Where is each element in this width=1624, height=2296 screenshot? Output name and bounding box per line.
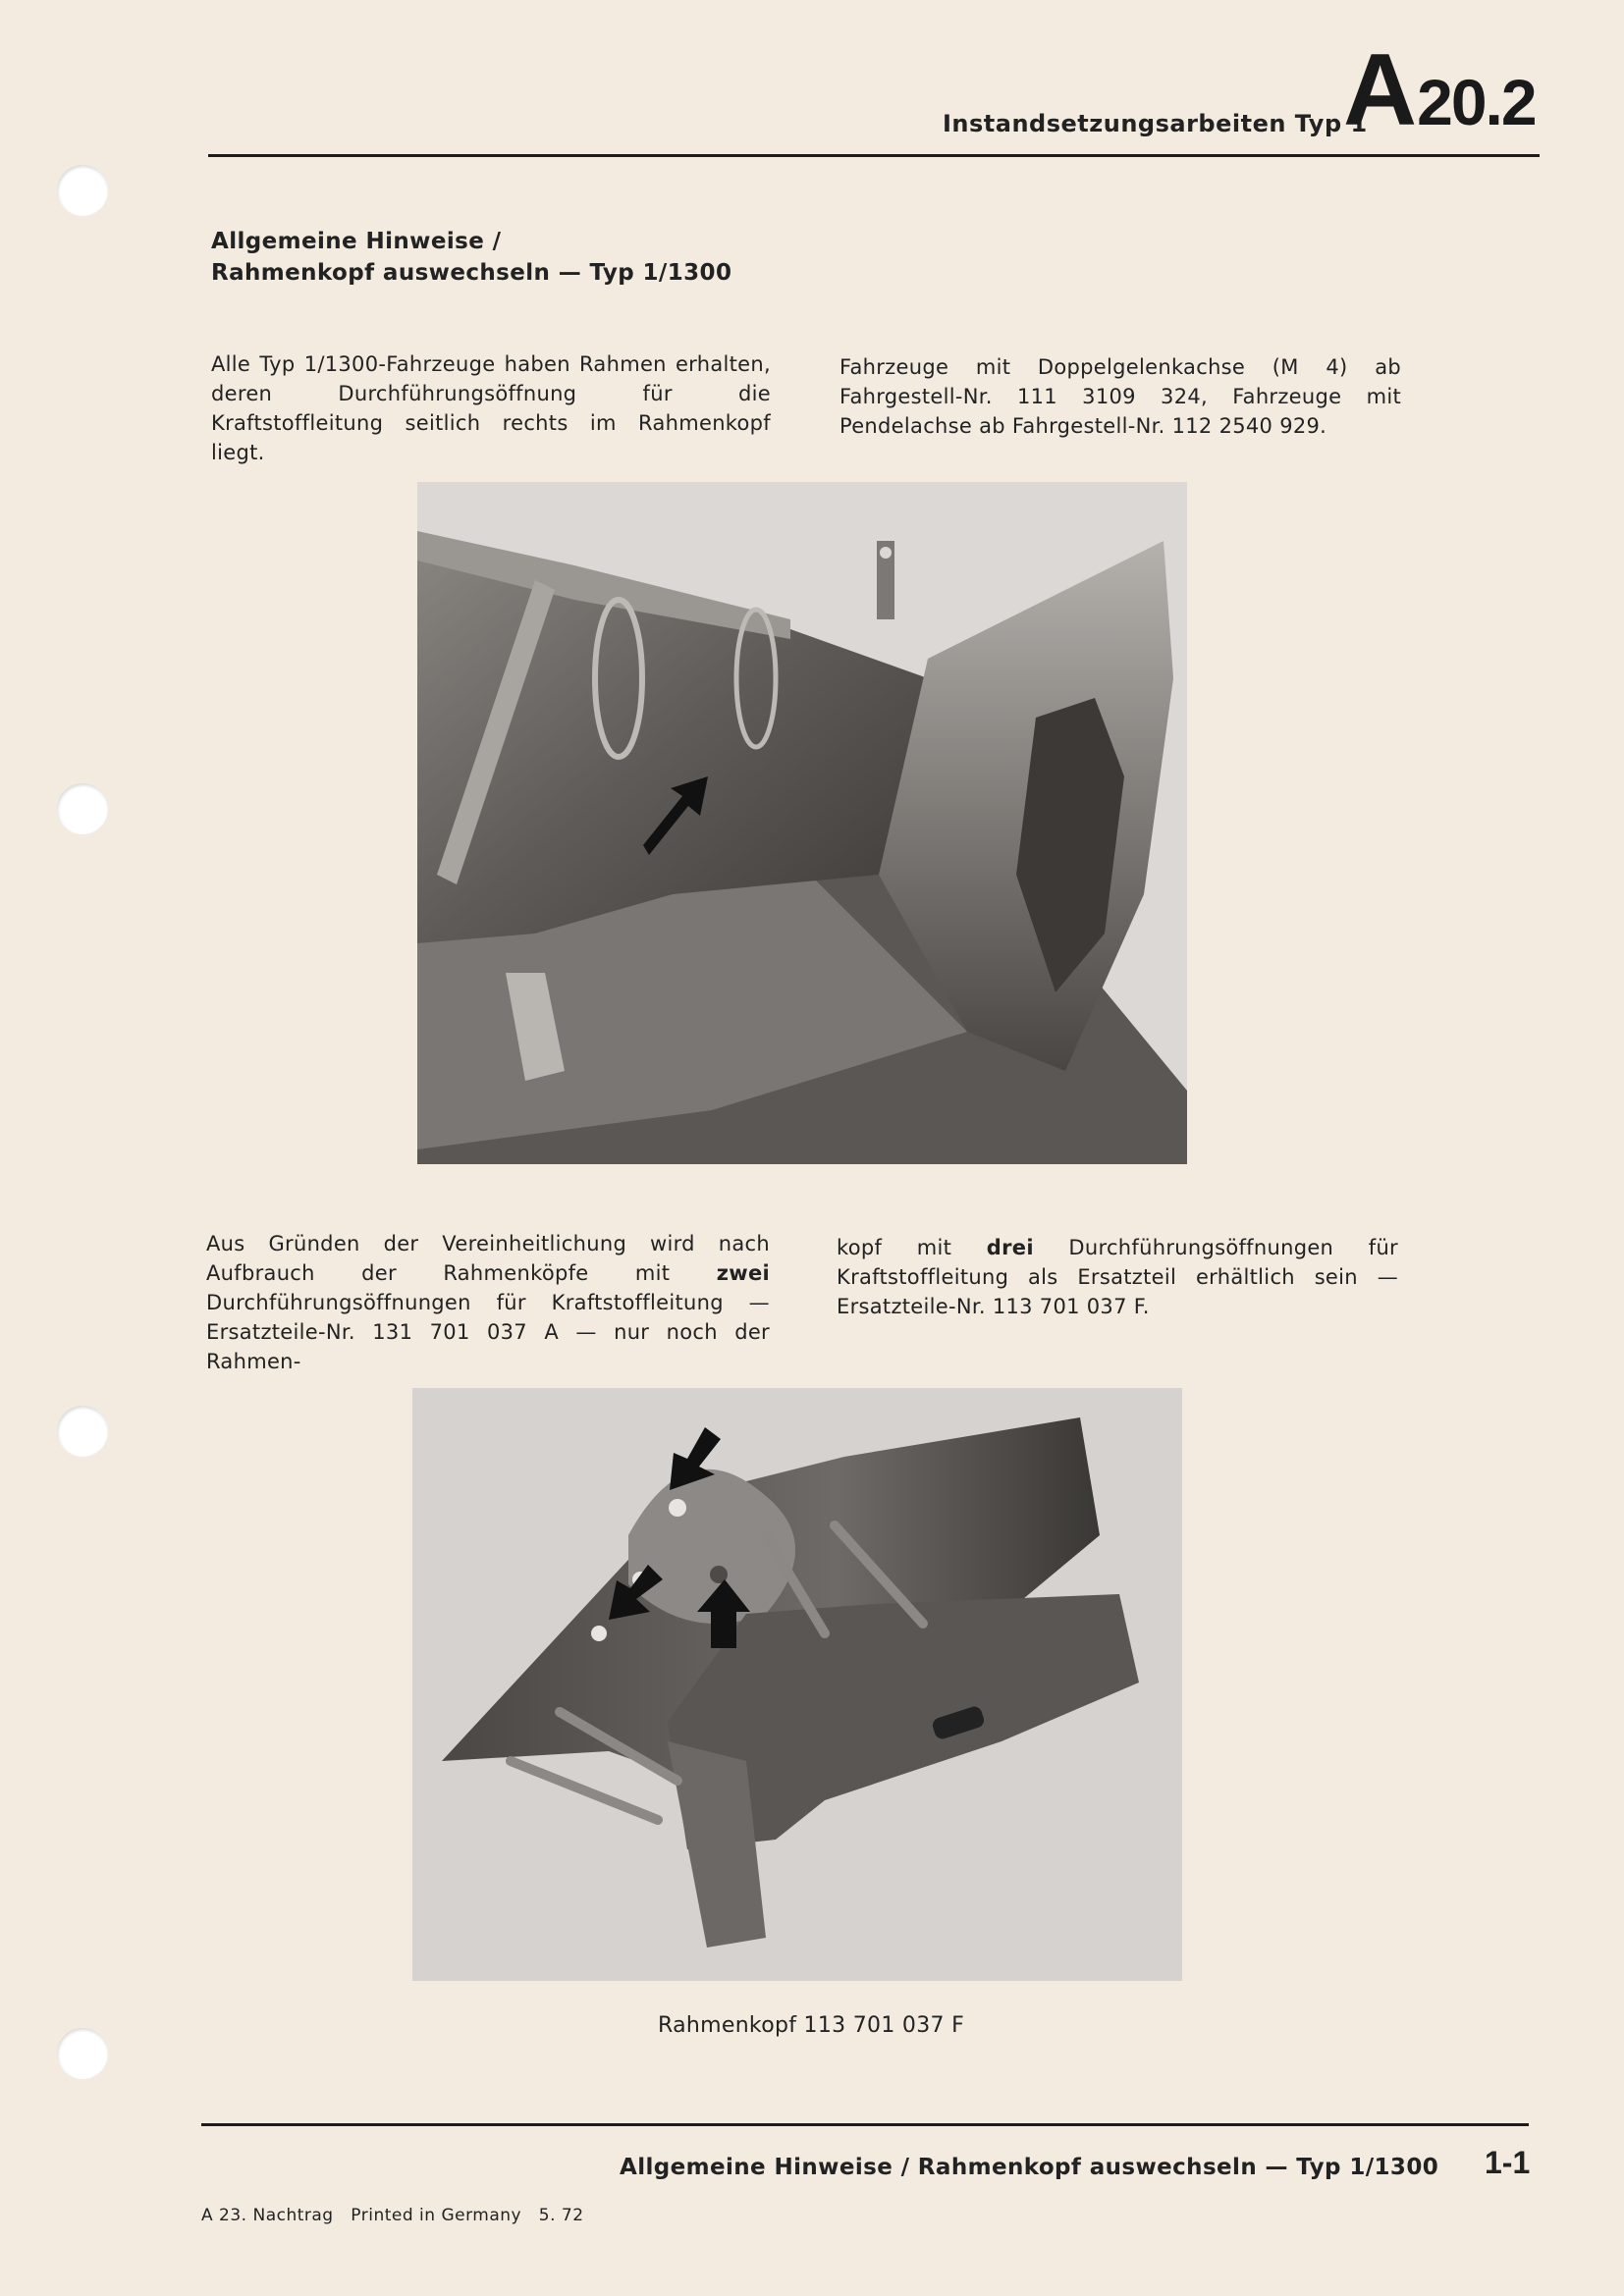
- footer-page-number: 1-1: [1485, 2145, 1531, 2180]
- footer-imprint: A 23. Nachtrag Printed in Germany 5. 72: [201, 2206, 584, 2225]
- punch-hole: [57, 1406, 108, 1457]
- figure-2-caption: Rahmenkopf 113 701 037 F: [658, 2013, 965, 2038]
- paragraph-2-right-bold: drei: [986, 1236, 1034, 1259]
- heading-line-2: Rahmenkopf auswechseln — Typ 1/1300: [211, 260, 732, 286]
- footer-rule: [201, 2123, 1529, 2126]
- section-letter: A: [1343, 33, 1418, 147]
- punch-hole: [57, 783, 108, 834]
- punch-hole: [57, 165, 108, 216]
- frame-photo-1: [417, 482, 1187, 1164]
- section-digits: 20.2: [1417, 66, 1536, 138]
- header-rule: [208, 154, 1540, 157]
- header-title: Instandsetzungsarbeiten Typ 1: [943, 110, 1368, 137]
- paragraph-2-left-bold: zwei: [716, 1261, 770, 1285]
- paragraph-2-right-part-b: Durchführungsöffnungen für Kraftstoffleitung als Ersatzteil erhältlich sein — Ersatzteile-Nr. 113 701 037 F.: [837, 1236, 1398, 1318]
- page-heading: [211, 226, 731, 289]
- frame-photo-2: [412, 1388, 1182, 1981]
- footer-title: Allgemeine Hinweise / Rahmenkopf auswechseln — Typ 1/1300: [620, 2155, 1439, 2180]
- heading-line-1: Allgemeine Hinweise /: [211, 229, 502, 254]
- paragraph-1-left: Alle Typ 1/1300-Fahrzeuge haben Rahmen erhalten, deren Durchführungsöffnung für die Kraftstoffleitung seitlich rechts im Rahmenkopf liegt.: [211, 352, 771, 464]
- paragraph-2-left: [206, 1229, 770, 1376]
- paragraph-2-right-part-a: kopf mit: [837, 1236, 987, 1259]
- paragraph-2-right: [837, 1233, 1398, 1321]
- frame-photo-2-drawing: [412, 1388, 1182, 1981]
- frame-photo-1-drawing: [417, 482, 1187, 1164]
- paragraph-1-right: Fahrzeuge mit Doppelgelenkachse (M 4) ab Fahrgestell-Nr. 111 3109 324, Fahrzeuge mit Pendelachse ab Fahrgestell-Nr. 112 2540 929.: [839, 355, 1401, 438]
- paragraph-2-left-part-b: Durchführungsöffnungen für Kraftstoffleitung — Ersatzteile-Nr. 131 701 037 A — nur noch der Rahmen-: [206, 1291, 770, 1373]
- punch-hole: [57, 2028, 108, 2079]
- paragraph-2-left-part-a: Aus Gründen der Vereinheitlichung wird nach Aufbrauch der Rahmenköpfe mit: [206, 1232, 770, 1285]
- section-number: [1343, 33, 1536, 147]
